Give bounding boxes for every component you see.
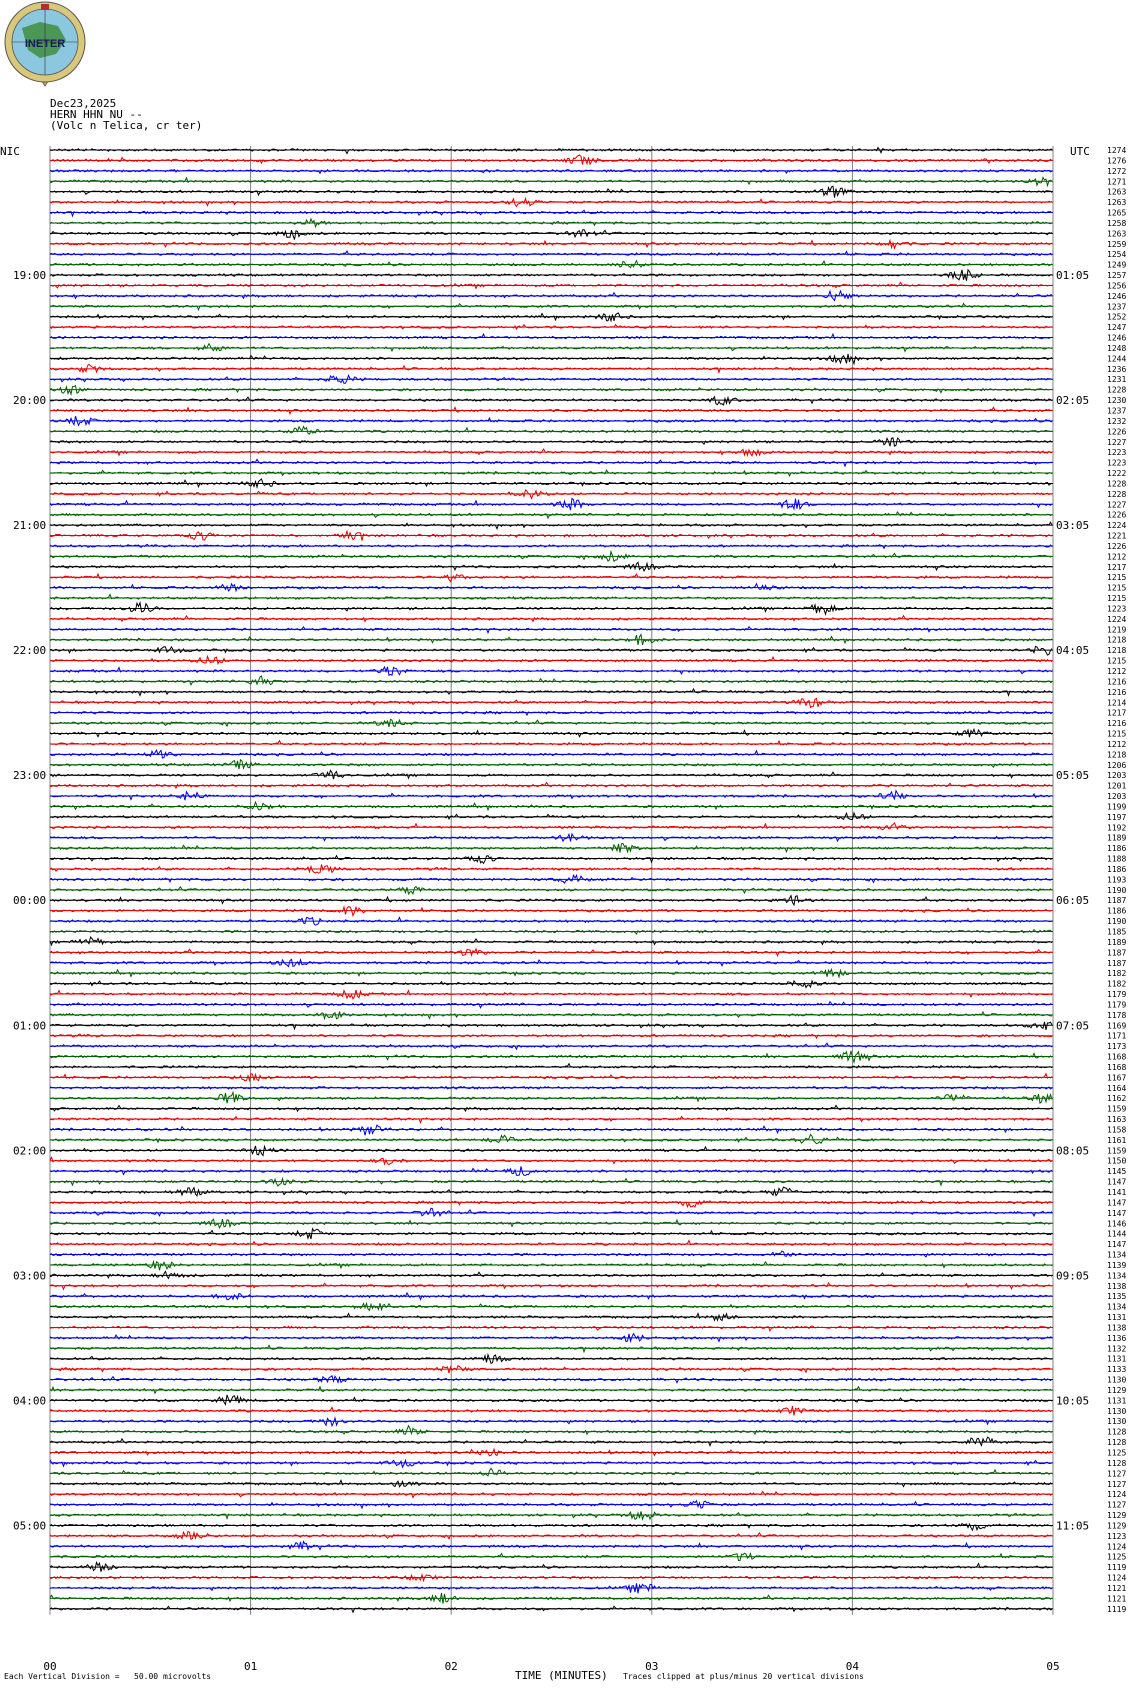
- left-hour-label: 05:00: [13, 1519, 47, 1533]
- trace-row: [50, 1241, 1052, 1246]
- row-value-label: 1271: [1107, 177, 1127, 187]
- row-value-label: 1224: [1107, 521, 1127, 531]
- trace-row: [50, 210, 1052, 216]
- trace-row: [50, 1326, 1052, 1331]
- trace-row: [50, 1179, 1052, 1186]
- left-hour-label: 01:00: [13, 1019, 47, 1033]
- row-value-label: 1125: [1107, 1448, 1127, 1458]
- row-value-label: 1185: [1107, 927, 1127, 937]
- row-value-label: 1186: [1107, 864, 1127, 874]
- left-hour-label: 23:00: [13, 769, 47, 783]
- row-value-label: 1215: [1107, 594, 1127, 604]
- trace-row: [50, 1251, 1052, 1257]
- row-value-label: 1119: [1107, 1563, 1127, 1573]
- row-value-label: 1226: [1107, 541, 1127, 551]
- row-value-label: 1190: [1107, 885, 1127, 895]
- row-value-label: 1145: [1107, 1167, 1127, 1177]
- row-value-label: 1215: [1107, 656, 1127, 666]
- seismic-traces: [50, 148, 1053, 1613]
- row-value-label: 1124: [1107, 1542, 1127, 1552]
- row-value-label: 1188: [1107, 854, 1127, 864]
- row-value-label: 1216: [1107, 677, 1127, 687]
- row-value-label: 1150: [1107, 1156, 1127, 1166]
- row-value-label: 1134: [1107, 1250, 1127, 1260]
- left-hour-label: 03:00: [13, 1269, 47, 1283]
- trace-row: [50, 802, 1052, 810]
- x-tick-label: 02: [444, 1660, 458, 1673]
- row-value-label: 1131: [1107, 1354, 1127, 1364]
- row-value-label: 1228: [1107, 479, 1127, 489]
- row-value-label: 1146: [1107, 1219, 1127, 1229]
- row-value-label: 1134: [1107, 1302, 1127, 1312]
- row-value-label: 1223: [1107, 458, 1127, 468]
- trace-row: [50, 1187, 1052, 1196]
- row-value-label: 1123: [1107, 1531, 1127, 1541]
- row-value-label: 1171: [1107, 1031, 1127, 1041]
- row-value-label: 1256: [1107, 281, 1127, 291]
- row-value-label: 1244: [1107, 354, 1127, 364]
- row-value-label: 1258: [1107, 218, 1127, 228]
- row-value-label: 1128: [1107, 1458, 1127, 1468]
- trace-row: [50, 155, 1052, 165]
- row-value-label: 1237: [1107, 406, 1127, 416]
- row-value-label: 1214: [1107, 698, 1127, 708]
- trace-row: [50, 170, 1052, 174]
- row-value-label: 1132: [1107, 1344, 1127, 1354]
- row-value-label: 1130: [1107, 1375, 1127, 1385]
- row-value-label: 1246: [1107, 333, 1127, 343]
- row-value-label: 1190: [1107, 917, 1127, 927]
- left-hour-label: 02:00: [13, 1144, 47, 1158]
- row-value-label: 1212: [1107, 667, 1127, 676]
- row-value-label: 1144: [1107, 1229, 1127, 1239]
- trace-row: [50, 1125, 1052, 1135]
- row-value-label: 1218: [1107, 646, 1127, 656]
- trace-row: [50, 364, 1052, 372]
- trace-row: [50, 427, 1052, 435]
- trace-row: [50, 1426, 1052, 1434]
- x-axis-title: TIME (MINUTES): [515, 1669, 608, 1682]
- axis-labels: [0, 145, 1126, 1673]
- row-value-label: 1130: [1107, 1417, 1127, 1427]
- trace-row: [50, 1395, 1052, 1405]
- trace-row: [50, 595, 1052, 600]
- row-value-label: 1216: [1107, 687, 1127, 697]
- row-value-label: 1127: [1107, 1479, 1127, 1489]
- row-value-label: 1168: [1107, 1052, 1127, 1062]
- trace-row: [50, 240, 1052, 248]
- row-value-label: 1216: [1107, 719, 1127, 729]
- trace-row: [50, 937, 1052, 945]
- row-value-label: 1173: [1107, 1042, 1127, 1052]
- row-value-label: 1222: [1107, 469, 1127, 479]
- row-value-label: 1263: [1107, 229, 1127, 239]
- row-value-label: 1252: [1107, 312, 1127, 322]
- row-value-label: 1247: [1107, 323, 1127, 333]
- left-hour-label: 19:00: [13, 269, 47, 283]
- row-value-label: 1218: [1107, 750, 1127, 760]
- row-value-label: 1212: [1107, 552, 1127, 562]
- row-value-label: 1163: [1107, 1115, 1127, 1125]
- row-value-label: 1203: [1107, 792, 1127, 802]
- row-value-label: 1236: [1107, 364, 1127, 374]
- row-value-label: 1159: [1107, 1104, 1127, 1114]
- trace-row: [50, 1022, 1052, 1030]
- row-value-label: 1265: [1107, 208, 1127, 218]
- row-value-label: 1147: [1107, 1198, 1127, 1208]
- trace-row: [50, 1437, 1052, 1446]
- left-hour-label: 20:00: [13, 394, 47, 408]
- row-value-label: 1161: [1107, 1135, 1127, 1145]
- row-value-label: 1179: [1107, 1000, 1127, 1010]
- row-value-label: 1223: [1107, 448, 1127, 458]
- row-value-label: 1186: [1107, 844, 1127, 854]
- row-value-label: 1217: [1107, 562, 1127, 572]
- trace-row: [50, 656, 1052, 663]
- row-value-label: 1121: [1107, 1594, 1127, 1604]
- trace-row: [50, 230, 1052, 240]
- row-value-label: 1228: [1107, 385, 1127, 395]
- row-value-label: 1226: [1107, 427, 1127, 437]
- trace-row: [50, 1542, 1052, 1550]
- x-tick-label: 04: [845, 1660, 860, 1673]
- row-value-label: 1189: [1107, 937, 1127, 947]
- row-value-label: 1246: [1107, 291, 1127, 301]
- row-value-label: 1227: [1107, 437, 1127, 447]
- trace-row: [50, 1418, 1052, 1426]
- row-value-label: 1130: [1107, 1406, 1127, 1416]
- right-hour-label: 02:05: [1056, 394, 1090, 408]
- trace-row: [50, 791, 1052, 801]
- row-value-label: 1127: [1107, 1500, 1127, 1510]
- trace-row: [50, 1208, 1052, 1216]
- trace-row: [50, 698, 1052, 707]
- trace-row: [50, 251, 1052, 256]
- row-value-label: 1226: [1107, 510, 1127, 520]
- row-value-label: 1248: [1107, 343, 1127, 353]
- right-hour-label: 10:05: [1056, 1394, 1090, 1408]
- date-label: Dec23,2025: [50, 97, 117, 110]
- trace-row: [50, 646, 1052, 655]
- x-tick-label: 01: [243, 1660, 258, 1673]
- row-value-label: 1199: [1107, 802, 1127, 812]
- row-value-label: 1179: [1107, 990, 1127, 1000]
- row-value-label: 1263: [1107, 187, 1127, 197]
- row-value-label: 1276: [1107, 156, 1127, 166]
- row-value-label: 1230: [1107, 396, 1127, 406]
- right-hour-label: 04:05: [1056, 644, 1090, 658]
- row-value-label: 1135: [1107, 1292, 1127, 1302]
- row-value-label: 1159: [1107, 1146, 1127, 1156]
- row-value-label: 1162: [1107, 1094, 1127, 1104]
- location-label: (Volc n Telica, cr ter): [50, 119, 203, 132]
- row-value-label: 1131: [1107, 1313, 1127, 1323]
- trace-row: [50, 856, 1052, 864]
- x-tick-label: 03: [645, 1660, 659, 1673]
- trace-row: [50, 676, 1052, 685]
- trace-row: [50, 1262, 1052, 1271]
- left-hour-label: 00:00: [13, 894, 47, 908]
- row-value-label: 1215: [1107, 583, 1127, 593]
- row-value-label: 1147: [1107, 1177, 1127, 1187]
- right-zone-label: UTC: [1070, 145, 1090, 158]
- row-value-label: 1127: [1107, 1469, 1127, 1479]
- row-value-label: 1119: [1107, 1604, 1127, 1614]
- row-value-label: 1197: [1107, 812, 1127, 822]
- row-value-label: 1147: [1107, 1208, 1127, 1218]
- row-value-label: 1257: [1107, 271, 1127, 281]
- row-value-label: 1182: [1107, 979, 1127, 989]
- row-value-label: 1167: [1107, 1073, 1127, 1083]
- trace-row: [50, 1201, 1052, 1207]
- row-value-label: 1215: [1107, 573, 1127, 583]
- logo-text: INETER: [24, 38, 66, 50]
- row-value-label: 1158: [1107, 1125, 1127, 1135]
- row-value-label: 1139: [1107, 1260, 1127, 1270]
- row-value-label: 1186: [1107, 906, 1127, 916]
- row-value-label: 1223: [1107, 604, 1127, 614]
- row-value-label: 1169: [1107, 1021, 1127, 1031]
- trace-row: [50, 1468, 1052, 1476]
- left-zone-label: NIC: [0, 145, 20, 158]
- row-value-label: 1129: [1107, 1511, 1127, 1521]
- row-value-label: 1128: [1107, 1438, 1127, 1448]
- row-value-label: 1128: [1107, 1427, 1127, 1437]
- row-value-label: 1133: [1107, 1365, 1127, 1375]
- row-value-label: 1206: [1107, 760, 1127, 770]
- row-value-label: 1272: [1107, 166, 1127, 176]
- right-hour-label: 07:05: [1056, 1019, 1090, 1033]
- row-value-label: 1138: [1107, 1323, 1127, 1333]
- row-value-label: 1219: [1107, 625, 1127, 635]
- right-hour-label: 08:05: [1056, 1144, 1090, 1158]
- trace-row: [50, 741, 1052, 746]
- row-value-label: 1203: [1107, 771, 1127, 781]
- row-value-label: 1129: [1107, 1385, 1127, 1395]
- station-label: HERN HHN NU --: [50, 108, 143, 121]
- row-value-label: 1147: [1107, 1240, 1127, 1250]
- row-value-label: 1237: [1107, 302, 1127, 312]
- row-value-label: 1249: [1107, 260, 1127, 270]
- left-hour-label: 22:00: [13, 644, 47, 658]
- row-value-label: 1218: [1107, 635, 1127, 645]
- row-value-label: 1217: [1107, 708, 1127, 718]
- row-value-label: 1215: [1107, 729, 1127, 739]
- row-value-label: 1124: [1107, 1490, 1127, 1500]
- minute-grid: [50, 146, 1053, 1615]
- trace-row: [50, 334, 1052, 339]
- row-value-label: 1227: [1107, 500, 1127, 510]
- x-tick-label: 05: [1046, 1660, 1060, 1673]
- trace-row: [50, 1460, 1052, 1468]
- row-value-label: 1193: [1107, 875, 1127, 885]
- left-hour-label: 04:00: [13, 1394, 47, 1408]
- row-value-label: 1182: [1107, 969, 1127, 979]
- row-value-label: 1192: [1107, 823, 1127, 833]
- left-hour-label: 21:00: [13, 519, 47, 533]
- row-value-label: 1189: [1107, 833, 1127, 843]
- row-value-label: 1187: [1107, 948, 1127, 958]
- right-hour-label: 09:05: [1056, 1269, 1090, 1283]
- row-value-label: 1138: [1107, 1281, 1127, 1291]
- row-value-label: 1201: [1107, 781, 1127, 791]
- row-value-label: 1274: [1107, 146, 1127, 155]
- row-value-label: 1254: [1107, 250, 1127, 260]
- row-value-label: 1124: [1107, 1573, 1127, 1583]
- right-hour-label: 11:05: [1056, 1519, 1090, 1533]
- trace-row: [50, 981, 1052, 988]
- row-value-label: 1231: [1107, 375, 1127, 385]
- scale-note: Each Vertical Division = 50.00 microvolts: [4, 1672, 212, 1681]
- row-value-label: 1141: [1107, 1188, 1127, 1197]
- x-tick-label: 00: [43, 1660, 57, 1673]
- row-value-label: 1168: [1107, 1062, 1127, 1072]
- row-value-label: 1263: [1107, 198, 1127, 208]
- right-hour-label: 03:05: [1056, 519, 1090, 533]
- row-value-label: 1121: [1107, 1583, 1127, 1593]
- trace-row: [50, 1524, 1052, 1531]
- row-value-label: 1212: [1107, 739, 1127, 749]
- trace-row: [50, 813, 1052, 820]
- row-value-label: 1129: [1107, 1521, 1127, 1531]
- trace-row: [50, 574, 1052, 582]
- right-hour-label: 01:05: [1056, 269, 1090, 283]
- row-value-label: 1224: [1107, 614, 1127, 624]
- right-hour-label: 05:05: [1056, 769, 1090, 783]
- trace-row: [50, 397, 1052, 405]
- row-value-label: 1136: [1107, 1333, 1127, 1343]
- row-value-label: 1125: [1107, 1552, 1127, 1562]
- row-value-label: 1178: [1107, 1010, 1127, 1020]
- row-value-label: 1187: [1107, 958, 1127, 968]
- row-value-label: 1131: [1107, 1396, 1127, 1406]
- row-value-label: 1259: [1107, 239, 1127, 249]
- clip-note: Traces clipped at plus/minus 20 vertical divisions: [623, 1672, 864, 1681]
- row-value-label: 1228: [1107, 489, 1127, 499]
- row-value-label: 1187: [1107, 896, 1127, 906]
- trace-row: [50, 823, 1052, 830]
- row-value-label: 1164: [1107, 1083, 1127, 1093]
- right-hour-label: 06:05: [1056, 894, 1090, 908]
- row-value-label: 1134: [1107, 1271, 1127, 1281]
- row-value-label: 1232: [1107, 416, 1127, 426]
- row-value-label: 1221: [1107, 531, 1127, 541]
- trace-row: [50, 1134, 1052, 1143]
